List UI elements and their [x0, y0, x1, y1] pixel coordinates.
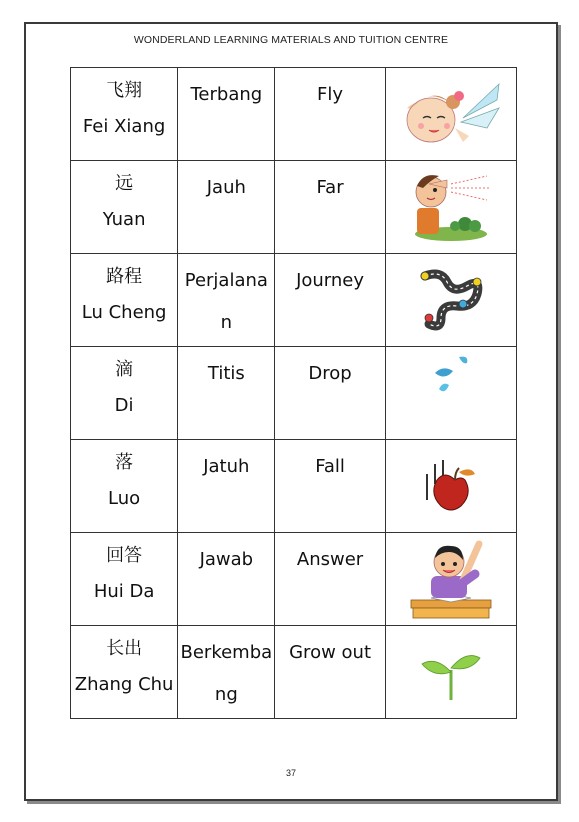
- malay-cell: [178, 68, 275, 161]
- table-row: [71, 347, 517, 440]
- english-word: Fly: [317, 84, 344, 105]
- pinyin-text: Zhang Chu: [74, 674, 174, 695]
- pinyin-text: Fei Xiang: [82, 116, 166, 137]
- picture-cell: [385, 440, 516, 533]
- english-cell: [275, 440, 385, 533]
- malay-cell: [178, 347, 275, 440]
- english-word: Grow out: [289, 642, 371, 663]
- water-drops-icon: [429, 351, 473, 399]
- chinese-characters: 飞翔: [106, 80, 143, 101]
- english-word: Journey: [296, 270, 365, 291]
- english-word: Drop: [308, 363, 352, 384]
- picture-cell: [385, 626, 516, 719]
- table-row: [71, 533, 517, 626]
- pinyin-text: Yuan: [102, 209, 146, 230]
- table-row: [71, 440, 517, 533]
- table-row: [71, 161, 517, 254]
- malay-word: Titis: [207, 363, 245, 384]
- table-row: [71, 68, 517, 161]
- chinese-characters: 滴: [115, 359, 134, 380]
- vocabulary-table: [70, 67, 517, 719]
- page-frame: [24, 22, 558, 801]
- sprout-icon: [416, 640, 486, 704]
- english-cell: [275, 161, 385, 254]
- malay-word: Terbang: [190, 84, 263, 105]
- picture-cell: [385, 533, 516, 626]
- picture-cell: [385, 347, 516, 440]
- malay-cell: [178, 533, 275, 626]
- malay-cell: [178, 626, 275, 719]
- page-header: WONDERLAND LEARNING MATERIALS AND TUITION CENTRE: [133, 34, 449, 46]
- chinese-characters: 长出: [106, 638, 143, 659]
- malay-word: Jauh: [206, 177, 246, 198]
- chinese-cell: [71, 626, 178, 719]
- malay-word: Jawab: [199, 549, 254, 570]
- chinese-characters: 回答: [106, 545, 143, 566]
- malay-word: Jatuh: [203, 456, 250, 477]
- raising-hand-boy-icon: [405, 536, 497, 622]
- chinese-cell: [71, 161, 178, 254]
- malay-word: Perjalanan: [184, 270, 268, 333]
- picture-cell: [385, 254, 516, 347]
- picture-cell: [385, 161, 516, 254]
- pinyin-text: Hui Da: [93, 581, 155, 602]
- pinyin-text: Di: [114, 395, 134, 416]
- chinese-cell: [71, 347, 178, 440]
- looking-far-icon: [409, 168, 493, 246]
- page-number: 37: [285, 768, 296, 778]
- chinese-cell: [71, 440, 178, 533]
- chinese-cell: [71, 533, 178, 626]
- malay-cell: [178, 440, 275, 533]
- english-cell: [275, 533, 385, 626]
- chinese-characters: 远: [115, 173, 134, 194]
- flying-girl-icon: [401, 78, 501, 150]
- malay-cell: [178, 254, 275, 347]
- chinese-cell: [71, 68, 178, 161]
- english-word: Far: [316, 177, 344, 198]
- pinyin-text: Lu Cheng: [81, 302, 167, 323]
- chinese-characters: 落: [115, 452, 134, 473]
- english-word: Fall: [315, 456, 345, 477]
- chinese-characters: 路程: [106, 266, 143, 287]
- malay-word: Berkembang: [180, 642, 273, 705]
- table-row: [71, 254, 517, 347]
- english-cell: [275, 68, 385, 161]
- malay-cell: [178, 161, 275, 254]
- english-word: Answer: [296, 549, 364, 570]
- table-row: [71, 626, 517, 719]
- pinyin-text: Luo: [108, 488, 141, 509]
- english-cell: [275, 626, 385, 719]
- english-cell: [275, 254, 385, 347]
- falling-apple-icon: [415, 450, 487, 522]
- english-cell: [275, 347, 385, 440]
- chinese-cell: [71, 254, 178, 347]
- winding-road-icon: [411, 262, 491, 338]
- picture-cell: [385, 68, 516, 161]
